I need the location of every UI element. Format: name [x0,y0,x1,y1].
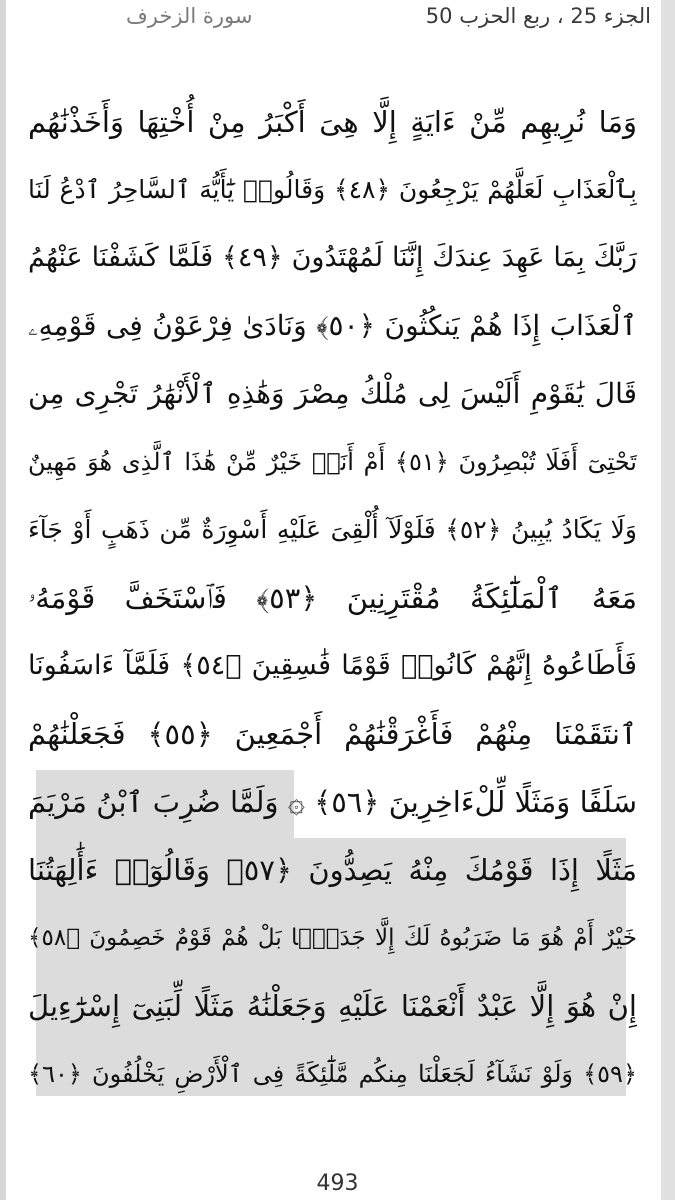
verse-line-9[interactable]: فَأَطَاعُوهُ إِنَّهُمْ كَانُوا۟ قَوْمًا فَٰسِقِينَ ﴿٥٤﴾ فَلَمَّآ ءَاسَفُونَا [28,650,637,681]
verse-line-1[interactable]: وَمَا نُرِيهِم مِّنْ ءَايَةٍ إِلَّا هِىَ أَكْبَرُ مِنْ أُخْتِهَا وَأَخَذْنَٰهُم [28,105,637,139]
verse-line-2[interactable]: بِٱلْعَذَابِ لَعَلَّهُمْ يَرْجِعُونَ ﴿٤٨﴾ وَقَالُوا۟ يَٰٓأَيُّهَ ٱلسَّاحِرُ ٱدْعُ لَنَا [28,175,637,204]
verse-lines [6,92,661,1112]
verse-line-4[interactable]: ٱلْعَذَابَ إِذَا هُمْ يَنكُثُونَ ﴿٥٠﴾ وَنَادَىٰ فِرْعَوْنُ فِى قَوْمِهِۦ [28,309,637,342]
verse-line-3[interactable]: رَبَّكَ بِمَا عَهِدَ عِندَكَ إِنَّنَا لَمُهْتَدُونَ ﴿٤٩﴾ فَلَمَّا كَشَفْنَا عَنْهُمُ [28,242,637,273]
verse-line-15[interactable]: ﴿٥٩﴾ وَلَوْ نَشَآءُ لَجَعَلْنَا مِنكُم مَّلَٰٓئِكَةً فِى ٱلْأَرْضِ يَخْلُفُونَ ﴿٦٠﴾ [28,1060,637,1088]
juz-hizb-label: الجزء 25 ، ربع الحزب 50 [425,4,651,28]
verse-line-6[interactable]: تَحْتِىٓ أَفَلَا تُبْصِرُونَ ﴿٥١﴾ أَمْ أَنَا۠ خَيْرٌ مِّنْ هَٰذَا ٱلَّذِى هُوَ مَهِينٌ [28,448,637,476]
surah-name: سورة الزخرف [126,4,253,28]
verse-line-7[interactable]: وَلَا يَكَادُ يُبِينُ ﴿٥٢﴾ فَلَوْلَآ أُلْقِىَ عَلَيْهِ أَسْوِرَةٌ مِّن ذَهَبٍ أَوْ جَآءَ [28,515,637,544]
verse-line-12[interactable]: مَثَلًا إِذَا قَوْمُكَ مِنْهُ يَصِدُّونَ ﴿٥٧﴾ وَقَالُوٓا۟ ءَأَٰلِهَتُنَا [28,853,637,887]
verse-line-11[interactable]: سَلَفًا وَمَثَلًا لِّلْءَاخِرِينَ ﴿٥٦﴾ ۞ وَلَمَّا ضُرِبَ ٱبْنُ مَرْيَمَ [28,785,637,819]
page-header [6,0,661,40]
verse-line-13[interactable]: خَيْرٌ أَمْ هُوَ مَا ضَرَبُوهُ لَكَ إِلَّا جَدَلًۢا بَلْ هُمْ قَوْمٌ خَصِمُونَ ﴿٥٨﴾ [28,925,637,951]
verse-line-8[interactable]: مَعَهُ ٱلْمَلَٰٓئِكَةُ مُقْتَرِنِينَ ﴿٥٣﴾ فَٱسْتَخَفَّ قَوْمَهُۥ [28,581,637,615]
page-number: 493 [316,1171,359,1196]
verse-line-5[interactable]: قَالَ يَٰقَوْمِ أَلَيْسَ لِى مُلْكُ مِصْرَ وَهَٰذِهِ ٱلْأَنْهَٰرُ تَجْرِى مِن [28,377,637,410]
verse-line-14[interactable]: إِنْ هُوَ إِلَّا عَبْدٌ أَنْعَمْنَا عَلَيْهِ وَجَعَلْنَٰهُ مَثَلًا لِّبَنِىٓ إِسْرَٰٓءِيلَ [28,989,637,1023]
scrollbar[interactable] [661,0,675,1200]
verse-line-10[interactable]: ٱنتَقَمْنَا مِنْهُمْ فَأَغْرَقْنَٰهُمْ أَجْمَعِينَ ﴿٥٥﴾ فَجَعَلْنَٰهُمْ [28,717,637,751]
